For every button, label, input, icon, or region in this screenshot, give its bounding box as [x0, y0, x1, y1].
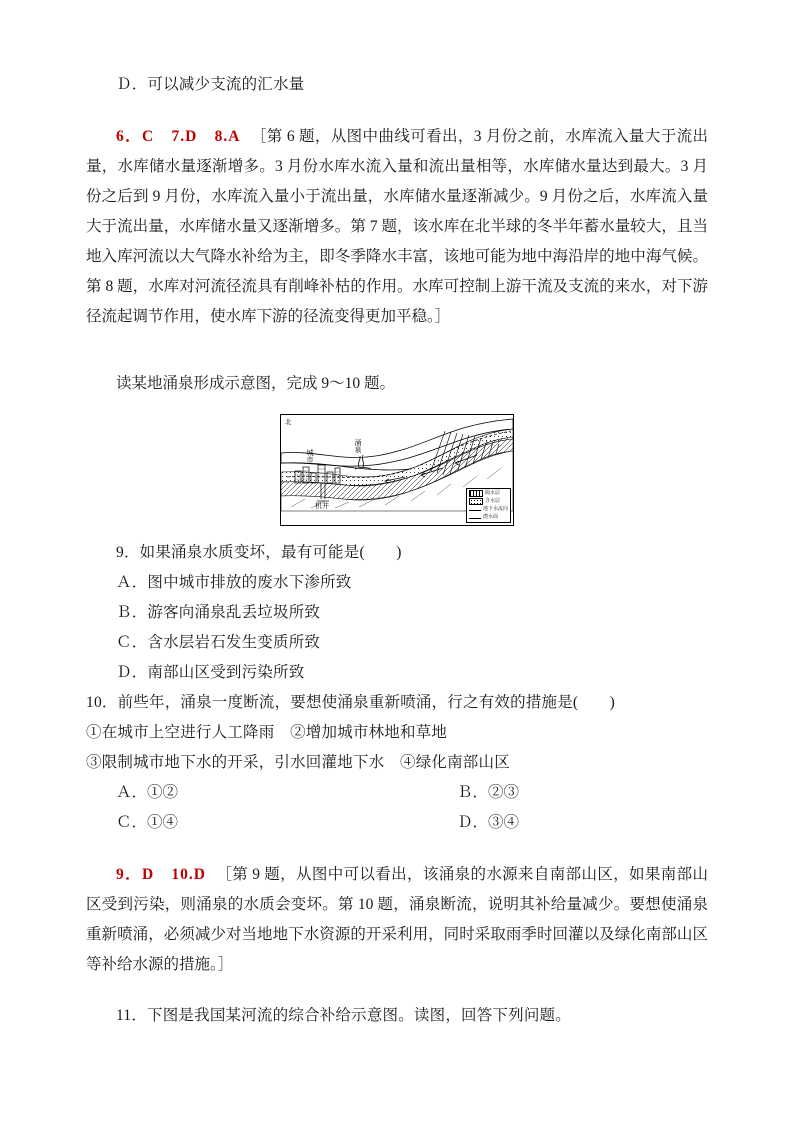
legend-item — [469, 514, 508, 521]
north-label: 北 — [285, 419, 292, 426]
legend-swatch-aquifer — [469, 498, 483, 505]
question-10-items-line-1: ①在城市上空进行人工降雨 ②增加城市林地和草地 — [86, 724, 448, 741]
question-9-option-d: Ｄ．南部山区受到污染所致 — [116, 664, 305, 681]
question-10-option-b: Ｂ．②③ — [457, 784, 520, 801]
reading-prompt: 读某地涌泉形成示意图，完成 9～10 题。 — [116, 374, 396, 392]
question-10-option-d: Ｄ．③④ — [457, 814, 520, 831]
legend-swatch-watertable — [469, 518, 481, 520]
legend-item — [469, 490, 508, 497]
answer-key-2-labels: 9．D 10.D — [116, 865, 206, 883]
question-10-option-a: Ａ．①② — [116, 784, 179, 801]
question-9-option-a: Ａ．图中城市排放的废水下渗所致 — [116, 574, 352, 591]
option-d-line: Ｄ．可以减少支流的汇水量 — [116, 76, 305, 93]
spring-label: 涌泉 — [354, 439, 361, 453]
legend-label: 潜水面 — [482, 514, 498, 520]
question-9-stem: 9．如果涌泉水质变坏，最有可能是( ) — [116, 544, 402, 561]
legend — [466, 488, 511, 523]
city-label: 城市 — [306, 449, 313, 463]
answer-block-2 — [86, 860, 708, 980]
question-9-option-c: Ｃ．含水层岩石发生变质所致 — [116, 634, 321, 651]
legend-swatch-aquiclude — [469, 490, 483, 497]
question-10-options-row-2 — [86, 808, 708, 838]
legend-label: 含水层 — [484, 498, 500, 504]
answer-key-1-labels: 6．C 7.D 8.A — [116, 127, 241, 145]
question-10-options-row-1 — [86, 778, 708, 808]
answer-key-2-text: ［第 9 题，从图中可以看出，该涌泉的水源来自南部山区，如果南部山区受到污染，则涌泉的水质会变坏。第 10 题，涌泉断流，说明其补给量减少。要想使涌泉重新喷涌，必须减少对当地地下水资源的开采利用，同时采取雨季时回灌以及绿化南部山区等补给水源的措施。］ — [86, 865, 708, 973]
question-10-stem: 10．前些年，涌泉一度断流，要想使涌泉重新喷涌，行之有效的措施是( ) — [86, 694, 616, 711]
answer-key-1-text: ［第 6 题，从图中曲线可看出，3 月份之前，水库流入量大于流出量，水库储水量逐渐增多。3 月份水库水流入量和流出量相等，水库储水量达到最大。3 月份之后到 9 月份，水库流入量小于流出量，水库储水量逐渐减少。9 月份之后，水库流入量大于流出量，水库储水量又逐渐增多。第 7 题，该水库在北半球的冬半年蓄水量较大，且当地入库河流以大气降水补给为主，即冬季降水丰富，该地可能为地中海沿岸的地中海气候。第 8 题，水库对河流径流具有削峰补枯的作用。水库可控制上游干流及支流的来水，对下游径流起调节作用，使水库下游的径流变得更加平稳。］ — [86, 127, 708, 325]
well-label: 机井 — [315, 503, 329, 510]
legend-swatch-flow — [469, 510, 481, 512]
legend-item — [469, 498, 508, 505]
figure-wrapper — [86, 414, 708, 526]
legend-label: 地下水流向 — [482, 506, 508, 512]
question-10-items-line-2: ③限制城市地下水的开采，引水回灌地下水 ④绿化南部山区 — [86, 754, 510, 771]
question-11-stem: 11．下图是我国某河流的综合补给示意图。读图，回答下列问题。 — [116, 1007, 571, 1024]
spring-formation-diagram — [280, 414, 514, 526]
legend-label: 隔水层 — [484, 490, 500, 496]
legend-item — [469, 506, 508, 513]
question-10-option-c: Ｃ．①④ — [116, 814, 179, 831]
answer-block-1 — [86, 122, 708, 332]
question-9-option-b: Ｂ．游客向涌泉乱丢垃圾所致 — [116, 604, 321, 621]
